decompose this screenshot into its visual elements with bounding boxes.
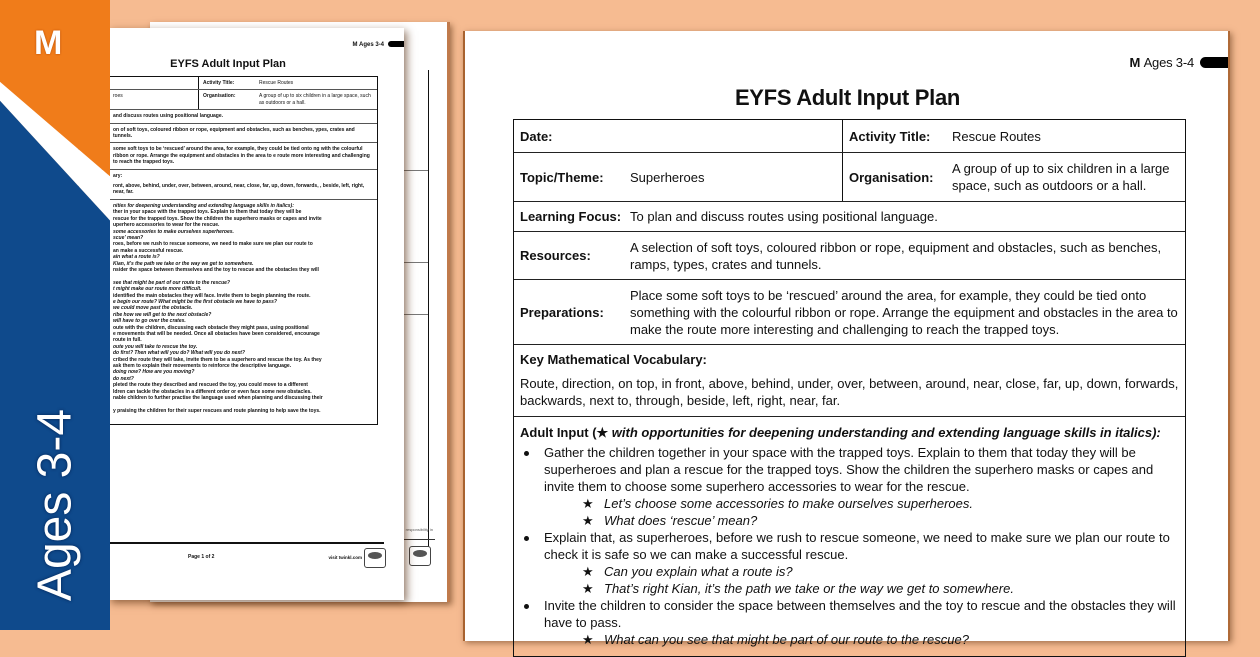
adult-input-line: see that might be part of our route to the rescue? (113, 279, 230, 286)
topic-label: Topic/Theme: (520, 169, 604, 185)
star-icon: ★ (596, 425, 609, 440)
activity-title-label: Activity Title: (203, 80, 235, 86)
adult-input-line: oute with the children, discussing each obstacle they might pass, using positional (113, 324, 309, 331)
prompt-list (582, 631, 1179, 648)
vocabulary-label: ary: (113, 172, 123, 179)
prompt-text: What does ‘rescue’ mean? (604, 513, 758, 528)
table-row (79, 77, 377, 90)
prompt-item (582, 563, 1179, 580)
vocabulary-value: ront, above, behind, under, over, between, around, near, close, far, up, down, forwards, , beside, left, right, near, far. (113, 183, 365, 196)
adult-input-line: Kian, it’s the path we take or the way we get to somewhere. (113, 260, 254, 267)
topic-value: roes (79, 90, 199, 109)
table-row (514, 153, 1185, 202)
table-row (514, 120, 1185, 153)
activity-title-cell (843, 120, 1185, 152)
prompt-text: That’s right Kian, it’s the path we take or the way we get to somewhere. (604, 581, 1014, 596)
adult-input-line: rescue for the trapped toys. Show the children the superhero masks or capes and invite (113, 215, 322, 222)
prompt-text: What can you see that might be part of our route to the rescue? (604, 632, 969, 647)
list-item-text: Invite the children to consider the space between themselves and the toy to rescue and the obstacles they will have to pass. (544, 598, 1176, 630)
adult-input-line: identified the main obstacles they will face. Invite them to begin planning the route. (113, 292, 311, 299)
star-icon: ★ (582, 513, 594, 528)
list-item (520, 597, 1179, 648)
adult-input-line: do first? Then what will you do? What will you do next? (113, 350, 245, 357)
twinkl-logo-icon (364, 548, 386, 568)
prompt-item (582, 512, 1179, 529)
table-row (79, 90, 377, 110)
adult-input-row (79, 200, 377, 424)
main-document-page (463, 31, 1230, 647)
back-page-footnote: responsibility in (405, 527, 433, 532)
adult-input-line: ask them to explain their movements to reinforce the descriptive language. (113, 363, 292, 370)
list-item-text: Gather the children together in your space with the trapped toys. Explain to them that today they will be superheroes and plan a rescue for the trapped toys. Show the children the superhero masks or capes and invite them to choose some superhero accessories to wear for the rescue. (544, 445, 1154, 494)
adult-input-line: t might make our route more difficult. (113, 286, 202, 293)
adult-input-line: doing now? How are you moving? (113, 369, 195, 376)
adult-input-line: oute you will take to rescue the toy. (113, 343, 198, 350)
list-item (520, 444, 1179, 529)
resources-value: A selection of soft toys, coloured ribbon or rope, equipment and obstacles, such as benches, ramps, types, crates and tunnels. (630, 239, 1162, 272)
page-title: EYFS Adult Input Plan (170, 58, 286, 70)
adult-input-line: ribe how we will get to the next obstacle? (113, 311, 212, 318)
bullet-icon (524, 451, 529, 456)
adult-input-line: e begin our route? What might be the first obstacle we have to pass? (113, 298, 277, 305)
ages-label: Ages 3-4 (28, 408, 82, 602)
adult-input-line: ldren can tackle the obstacles in a different order or even face some new obstacles. (113, 388, 312, 395)
adult-input-line: ther in your space with the trapped toys. Explain to them that today they will be (113, 209, 302, 216)
topic-value: Superheroes (630, 169, 705, 185)
vocabulary-label: Key Mathematical Vocabulary: (520, 352, 707, 367)
adult-input-line: ain what a route is? (113, 254, 160, 261)
page-number: Page 1 of 2 (188, 554, 215, 560)
adult-input-line: route in full. (113, 337, 142, 344)
page-title: EYFS Adult Input Plan (734, 85, 961, 110)
adult-input-line: e movements that will be needed. Once all obstacles have been considered, encourage (113, 330, 320, 337)
prompt-list (582, 495, 1179, 529)
date-label: Date: (520, 128, 553, 144)
adult-input-line: nsider the space between themselves and the toy to rescue and the obstacles they will (113, 266, 319, 273)
organisation-value: A group of up to six children in a large space, such as outdoors or a hall. (952, 161, 1170, 193)
plan-table (513, 119, 1186, 657)
organisation-label: Organisation: (203, 93, 236, 100)
footer-link[interactable]: visit twinkl.com (328, 555, 362, 560)
activity-title-value: Rescue Routes (952, 128, 1041, 144)
adult-input-line: y praising the children for their super rescues and route planning to help save the toys. (113, 407, 321, 414)
resources-row: on of soft toys, coloured ribbon or rope, equipment and obstacles, such as benches, ypes, crates and tunnels. (79, 124, 377, 144)
preparations-value: Place some soft toys to be ‘rescued’ around the area, for example, they could be tied onto something with the colourful ribbon or rope. Arrange the equipment and obstacles in the area to make the route more interesting and challenging to reach the trapped toys. (630, 287, 1178, 337)
list-item (520, 529, 1179, 597)
topic-cell (514, 153, 843, 201)
prompt-item (582, 580, 1179, 597)
activity-title-value: Rescue Routes (259, 80, 294, 86)
star-icon: ★ (582, 496, 594, 511)
adult-input-line: do next? (113, 375, 134, 382)
adult-input-line: an make a successful rescue. (113, 247, 184, 254)
age-tab (388, 41, 404, 47)
learning-focus-value: To plan and discuss routes using positional language. (630, 209, 938, 224)
star-icon: ★ (582, 564, 594, 579)
table-row (514, 202, 1185, 232)
adult-input-line: some accessories to make ourselves superheroes. (113, 228, 234, 235)
preparations-row: some soft toys to be ‘rescued’ around the area, for example, they could be tied onto ng with the colourful ribbon or rope. Arrange the equipment and obstacles in the area to e route more interesting and challenging to reach the trapped toys. (79, 143, 377, 169)
adult-input-line: roes, before we rush to rescue someone, we need to make sure we plan our route to (113, 241, 313, 248)
adult-input-line: we could move past the obstacle. (113, 305, 193, 312)
preparations-label: Preparations: (520, 304, 604, 320)
adult-input-line: will have to go over the crates. (113, 318, 186, 325)
age-badge (1130, 55, 1195, 70)
bullet-icon (524, 604, 529, 609)
star-icon: ★ (582, 581, 594, 596)
prompt-item (582, 495, 1179, 512)
footer-rule (108, 542, 384, 544)
table-row (514, 280, 1185, 345)
vocabulary-row (514, 345, 1185, 417)
adult-input-line: nable children to further practise the language used when planning and discussing their (113, 395, 323, 402)
date-cell (514, 120, 843, 152)
adult-input-line: scue’ mean? (113, 234, 144, 241)
age-badge-text: Ages 3-4 (1143, 55, 1194, 70)
adult-input-line: pleted the route they described and rescued the toy, you could move to a different (113, 382, 308, 389)
page-1-preview (108, 28, 404, 600)
prompt-text: Can you explain what a route is? (604, 564, 793, 579)
organisation-cell (843, 153, 1185, 201)
vocabulary-value: Route, direction, on top, in front, above, behind, under, over, between, around, near, close, far, up, down, forwards, backwards, next to, through, beside, left, right, near, far. (520, 376, 1179, 408)
age-tab (1200, 57, 1230, 68)
learning-focus-row: and discuss routes using positional language. (79, 110, 377, 123)
star-icon: ★ (582, 632, 594, 647)
activity-title-label: Activity Title: (849, 128, 931, 144)
organisation-value: A group of up to six children in a large space, such as outdoors or a hall. (259, 93, 371, 106)
adult-input-line: uperhero accessories to wear for the rescue. (113, 222, 220, 229)
age-badge: M Ages 3-4 (352, 42, 384, 48)
adult-input-list (520, 444, 1179, 648)
prompt-item (582, 631, 1179, 648)
adult-input-heading: Adult Input (★ with opportunities for deepening understanding and extending language skills in italics): (520, 425, 1161, 440)
maths-letter-badge: M (34, 24, 63, 62)
age-badge-letter: M (1129, 55, 1141, 70)
prompt-list (582, 563, 1179, 597)
bullet-icon (524, 536, 529, 541)
adult-input-line: cribed the route they will take, invite them to be a superhero and rescue the toy. As they (113, 356, 322, 363)
plan-table (78, 76, 378, 425)
vocabulary-row (79, 170, 377, 200)
adult-input-row (514, 417, 1185, 656)
table-row (514, 232, 1185, 280)
organisation-label: Organisation: (849, 169, 934, 185)
list-item-text: Explain that, as superheroes, before we rush to rescue someone, we need to make sure we plan our route to check it is safe so we can make a successful rescue. (544, 530, 1170, 562)
learning-focus-label: Learning Focus: (520, 209, 622, 224)
prompt-text: Let’s choose some accessories to make ourselves superheroes. (604, 496, 974, 511)
resources-label: Resources: (520, 248, 591, 263)
adult-input-line: nities for deepening understanding and extending language skills in italics): (113, 202, 294, 209)
twinkl-logo-icon (409, 546, 431, 566)
